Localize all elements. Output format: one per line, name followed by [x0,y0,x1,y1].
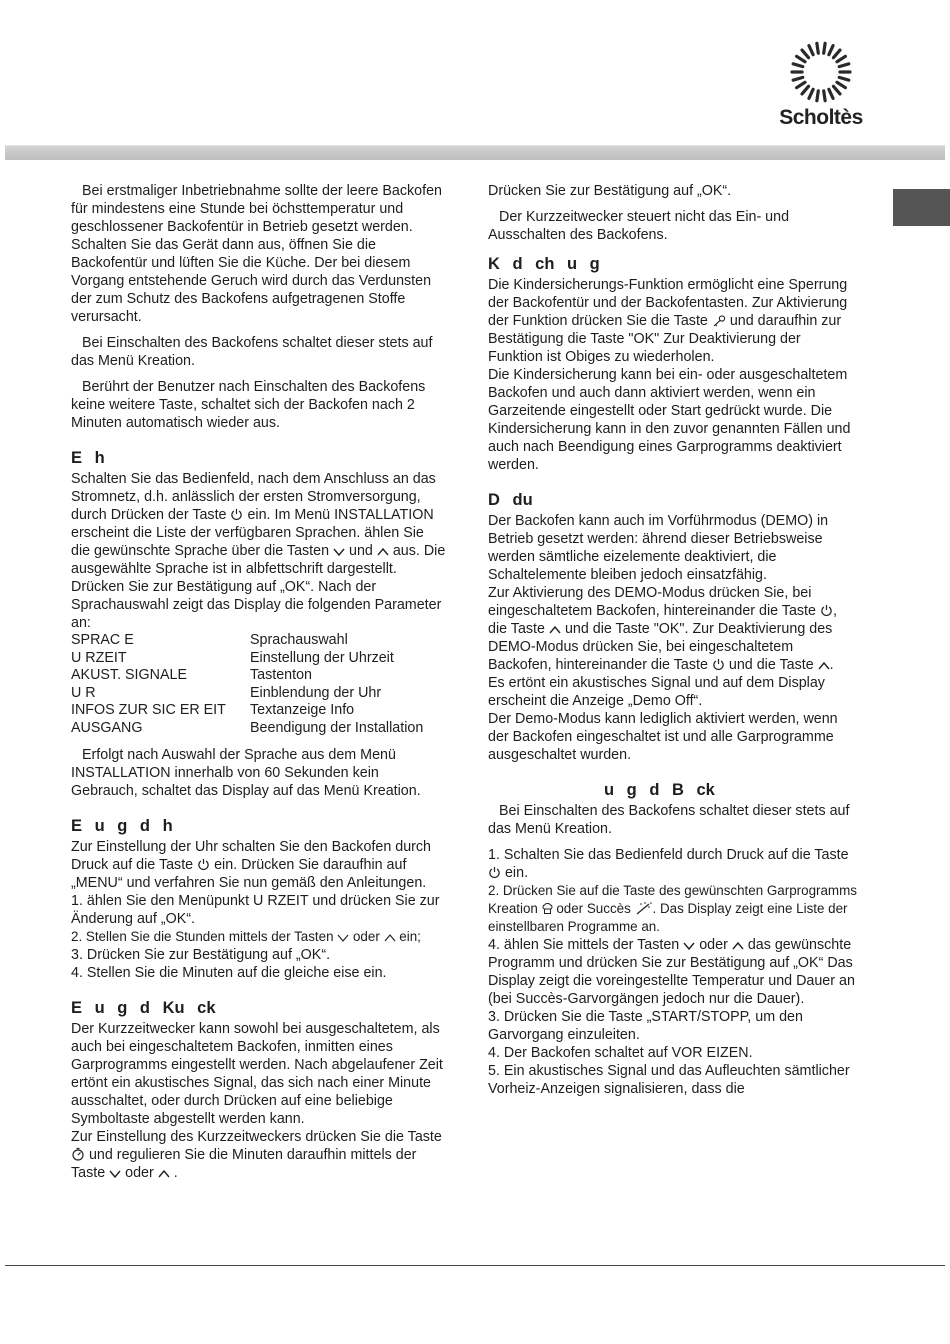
logo-ray [837,82,845,87]
logo-ray [839,64,849,67]
timer-icon [71,1147,85,1161]
param-desc: Einblendung der Uhr [250,684,382,701]
chevron-up-icon [732,941,744,951]
section-heading-timer: E u g d Ku ck [71,998,216,1017]
power-icon [712,658,725,671]
usage-step-1: 1. Schalten Sie das Bedienfeld durch Druck auf die Taste ein. [488,847,849,881]
param-name: INFOS ZUR SIC ER EIT [71,702,226,719]
param-name: U R [71,684,96,701]
param-desc: Einstellung der Uhrzeit [250,649,394,666]
left-column [71,182,446,1182]
param-name: AUSGANG [71,719,143,736]
chevron-up-icon [818,661,830,671]
logo-ray [817,43,818,53]
logo-ray [829,46,833,55]
chevron-up-icon [377,547,389,557]
brand-name: Scholtès [779,106,863,129]
usage-step-2: 2. Drücken Sie auf die Taste des gewünschten Garprogramms Kreation oder Succès . Das Display zeigt eine Liste der einstellbaren Programme an. [488,883,857,934]
language-text: Schalten Sie das Bedienfeld, nach dem Anschluss an das Stromnetz, d.h. anlässlich der ersten Stromversorgung, durch Drücken der Taste ein. Im Menü INSTALLATION erscheint die Liste der verfügbaren Sprachen. ählen Sie die gewünschte Sprache über die Tasten und aus. Die ausgewählte Sprache ist in albfettschrift dargestellt. Drücken Sie zur Bestätigung auf „OK“. Nach der Sprachauswahl zeigt das Display die folgenden Parameter an: [71,471,446,631]
clock-step-3: 3. Drücken Sie zur Bestätigung auf „OK“. [71,946,331,963]
brand-logo [776,40,866,135]
logo-ray [833,50,840,58]
chevron-up-icon [549,625,561,635]
header-bar [5,145,945,160]
menu-note: Bei Einschalten des Backofens schaltet dieser stets auf das Menü Kreation. [71,335,433,369]
usage-step-4a: 4. ählen Sie mittels der Tasten oder das gewünschte Programm und drücken Sie zur Bestätigung auf „OK“ Das Display zeigt die voreingestellte Temperatur und Dauer an (bei Succès-Garvorgängen jedoch nur die Dauer). [488,937,855,1007]
language-tab [893,189,950,226]
logo-ray [793,64,803,67]
auto-off-note: Berührt der Benutzer nach Einschalten des Backofens keine weitere Taste, schaltet sich der Backofen nach 2 Minuten automatisch wieder aus. [71,379,426,431]
section-heading-clock: E u g d h [71,816,173,835]
demo-text: Der Backofen kann auch im Vorführmodus (DEMO) in Betrieb gesetzt werden: ährend dieser Betriebsweise werden sämtliche eizelemente deaktiviert, die Schaltelemente bleiben jedoch einsatzfähig. [488,513,829,583]
section-heading-demo: D du [488,491,533,509]
power-icon [197,858,210,871]
section-heading-language: E h [71,449,105,467]
param-desc: Tastenton [250,667,312,684]
logo-ray [797,82,805,87]
logo-ray [793,77,803,80]
timeout-note: Erfolgt nach Auswahl der Sprache aus dem Menü INSTALLATION innerhalb von 60 Sekunden kein Gebrauch, schaltet das Display auf das Menü Kreation. [71,746,421,799]
logo-ray [837,56,845,61]
timer-note: Der Kurzzeitwecker steuert nicht das Ein- und Ausschalten des Backofens. [488,209,790,243]
footer-line [5,1265,945,1266]
usage-step-3: 3. Drücken Sie die Taste „START/STOPP, um den Garvorgang einzuleiten. [488,1009,803,1043]
section-heading-usage: u g d B ck [604,781,715,799]
param-desc: Beendigung der Installation [250,719,424,736]
clock-text: Zur Einstellung der Uhr schalten Sie den Backofen durch Druck auf die Taste ein. Drücken Sie daraufhin auf „MENU“ und verfahren Sie nun gemäß den Anleitungen. [71,838,432,891]
right-column [488,182,858,1098]
param-name: SPRAC E [71,632,134,648]
logo-ray [824,91,825,101]
chef-hat-icon [542,902,553,915]
param-name: AKUST. SIGNALE [71,667,188,684]
logo-ray [817,91,818,101]
chevron-up-icon [158,1169,170,1179]
timer-text: Der Kurzzeitwecker kann sowohl bei ausgeschaltetem, als auch bei eingeschaltetem Backofen, inmitten eines Garprogramms eingestellt werden. Nach abgelaufener Zeit ertönt ein akustisches Signal, das sich nach einer Minute ausschaltet, oder durch Drücken auf eine beliebige Symboltaste abgestellt werden kann. [71,1020,443,1127]
clock-step-2: 2. Stellen Sie die Stunden mittels der Tasten oder ein; [71,928,421,944]
power-icon [488,866,501,879]
logo-ray [839,77,849,80]
logo-ray [809,46,813,55]
timer-instructions: Zur Einstellung des Kurzzeitweckers drücken Sie die Taste und regulieren Sie die Minuten daraufhin mittels der Taste oder . [71,1128,442,1181]
succes-icon [635,901,653,915]
childlock-text: Die Kindersicherungs-Funktion ermöglicht eine Sperrung der Backofentür und der Backofentasten. Zur Aktivierung der Funktion drücken Sie die Taste und daraufhin zur Bestätigung die Taste "OK" Zur Deaktivierung der Funktion ist Obiges zu wiederholen. [488,277,848,365]
power-icon [230,508,243,521]
childlock-details: Die Kindersicherung kann bei ein- oder ausgeschaltetem Backofen und auch dann aktiviert werden, wenn ein Garzeitende eingestellt oder Start gedrückt wurde. Die Kindersicherung kann in den zuvor genannten Fällen und auch nach Beendigung eines Garprogramms deaktiviert werden. [488,367,851,473]
chevron-down-icon [333,547,345,557]
demo-signal-note: Es ertönt ein akustisches Signal und auf dem Display erscheint die Anzeige „Demo Off“. [488,675,825,709]
section-heading-childlock: K d ch u g [488,255,600,273]
chevron-down-icon [683,941,695,951]
power-icon [820,604,833,617]
usage-step-4b: 4. Der Backofen schaltet auf VOR EIZEN. [488,1045,753,1061]
demo-instructions: Zur Aktivierung des DEMO-Modus drücken Sie, bei eingeschaltetem Backofen, hintereinander die Taste , die Taste und die Taste "OK". Zur Deaktivierung des DEMO-Modus drücken Sie, bei eingeschaltetem Backofen, hintereinander die Taste und die Taste . [488,585,837,673]
param-name: U RZEIT [71,649,127,666]
usage-menu-note: Bei Einschalten des Backofens schaltet dieser stets auf das Menü Kreation. [488,803,850,837]
sunburst-icon [788,40,854,106]
logo-ray [802,50,809,58]
clock-step-4: 4. Stellen Sie die Minuten auf die gleiche eise ein. [71,964,387,981]
demo-condition-note: Der Demo-Modus kann lediglich aktiviert werden, wenn der Backofen eingeschaltet ist und alle Garprogramme ausgeschaltet wurden. [488,711,838,763]
logo-ray [797,56,805,61]
logo-ray [824,43,825,53]
chevron-down-icon [337,933,349,943]
clock-step-1: 1. ählen Sie den Menüpunkt U RZEIT und drücken Sie zur Änderung auf „OK“. [71,892,440,927]
confirm-note: Drücken Sie zur Bestätigung auf „OK“. [488,183,732,199]
param-desc: Textanzeige Info [250,702,355,719]
intro-paragraph: Bei erstmaliger Inbetriebnahme sollte der leere Backofen für mindestens eine Stunde bei öchsttemperatur und geschlossener Backofentür in Betrieb gesetzt werden. Schalten Sie das Gerät dann aus, öffnen Sie die Backofentür und lüften Sie die Küche. Der bei diesem Vorgang entstehende Geruch wird durch das Verdunsten der zum Schutz des Backofens aufgetragenen Stoffe verursacht. [71,183,442,325]
parameter-list [71,632,446,738]
key-icon [712,315,726,327]
logo-ray [833,86,840,94]
chevron-down-icon [109,1169,121,1179]
logo-ray [829,89,833,98]
param-desc: Sprachauswahl [250,632,348,648]
logo-ray [802,86,809,94]
logo-ray [809,89,813,98]
chevron-up-icon [384,933,396,943]
usage-step-5: 5. Ein akustisches Signal und das Aufleuchten sämtlicher Vorheiz-Anzeigen signalisieren, dass die [488,1063,850,1097]
